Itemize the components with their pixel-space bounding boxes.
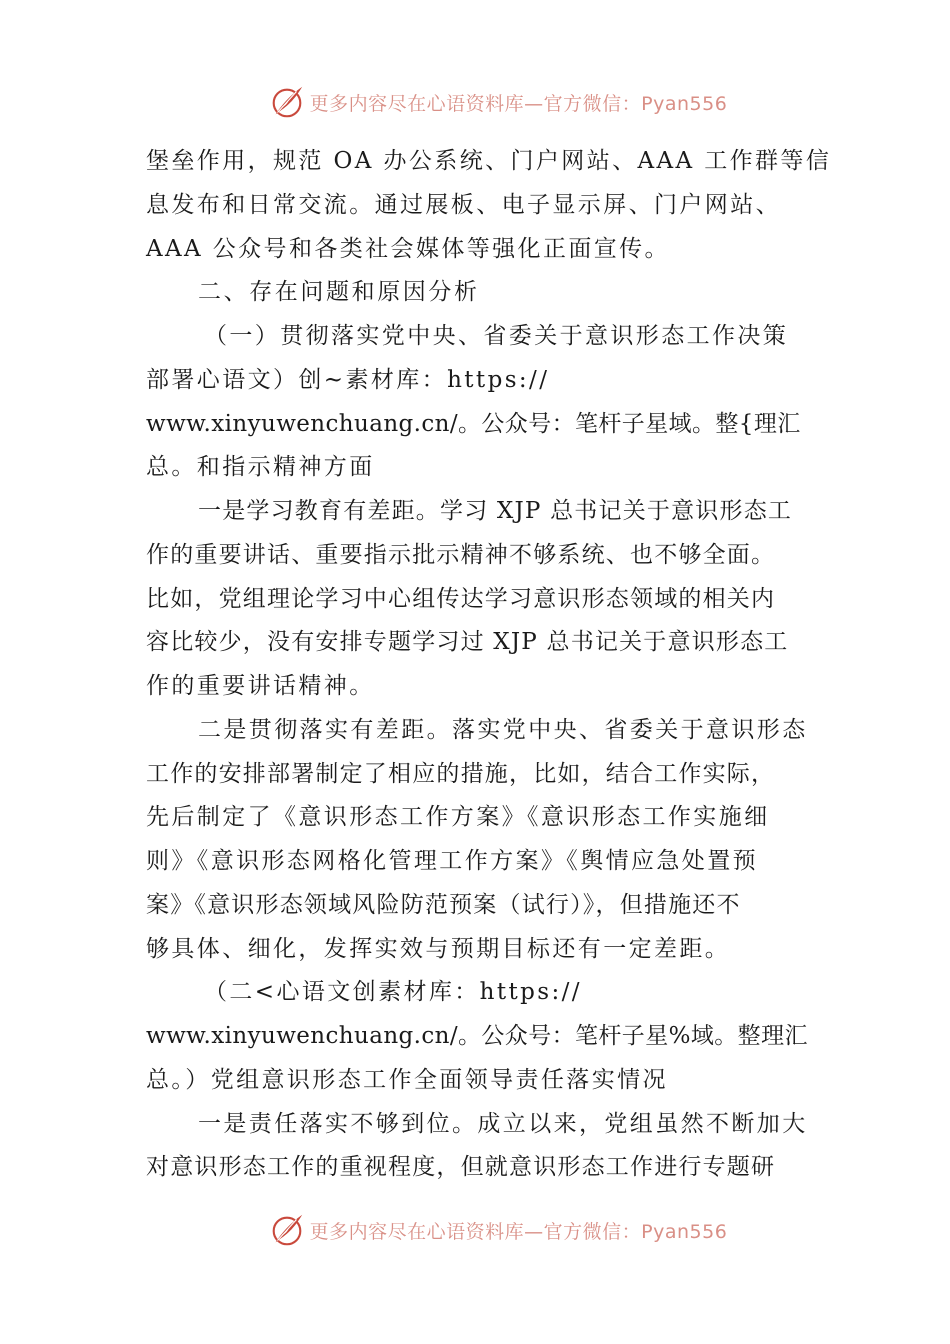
subsection-heading-line: www.xinyuwenchuang.cn/。公众号：笔杆子星%域。整理汇 — [146, 1023, 808, 1049]
text-line: 堡垒作用，规范 OA 办公系统、门户网站、AAA 工作群等信 — [146, 148, 832, 174]
text-line: 够具体、细化，发挥实效与预期目标还有一定差距。 — [146, 935, 731, 962]
text-line: 容比较少，没有安排专题学习过 XJP 总书记关于意识形态工 — [146, 629, 789, 656]
text-line: 一是学习教育有差距。学习 XJP 总书记关于意识形态工 — [198, 498, 793, 524]
subsection-heading-line: 总。和指示精神方面 — [146, 454, 375, 481]
text-line: 作的重要讲话精神。 — [146, 673, 375, 699]
text-line: 对意识形态工作的重视程度，但就意识形态工作进行专题研 — [146, 1154, 776, 1181]
subsection-heading-line: www.xinyuwenchuang.cn/。公众号：笔杆子星域。整{理汇 — [146, 410, 801, 437]
banner-content — [268, 1211, 728, 1249]
banner-text: 更多内容尽在心语资料库—官方微信：Pyan556 — [309, 92, 728, 115]
header-banner — [0, 80, 950, 124]
subsection-heading-line: 部署心语文）创~素材库：https:// — [146, 366, 550, 393]
section-heading: 二、存在问题和原因分析 — [198, 279, 480, 306]
subsection-heading-line: （二<心语文创素材库：https:// — [204, 979, 582, 1006]
footer-banner — [0, 1208, 950, 1252]
text-line: 先后制定了《意识形态工作方案》《意识形态工作实施细 — [146, 804, 770, 831]
text-line: 工作的安排部署制定了相应的措施，比如，结合工作实际， — [146, 760, 776, 787]
text-line: 比如，党组理论学习中心组传达学习意识形态领域的相关内 — [146, 585, 776, 612]
text-line: 息发布和日常交流。通过展板、电子显示屏、门户网站、 — [146, 191, 781, 218]
banner-text: 更多内容尽在心语资料库—官方微信：Pyan556 — [309, 1220, 728, 1243]
document-body — [146, 140, 832, 1190]
text-line: 一是责任落实不够到位。成立以来，党组虽然不断加大 — [198, 1110, 808, 1137]
text-line: 二是贯彻落实有差距。落实党中央、省委关于意识形态 — [198, 716, 808, 743]
feather-pen-logo-icon — [268, 1211, 306, 1249]
banner-content — [268, 83, 728, 121]
feather-pen-logo-icon — [268, 83, 306, 121]
text-line: 则》《意识形态网格化管理工作方案》《舆情应急处置预 — [146, 848, 758, 874]
subsection-heading-line: （一）贯彻落实党中央、省委关于意识形态工作决策 — [204, 323, 789, 349]
text-line: 案》《意识形态领域风险防范预案（试行）》，但措施还不 — [146, 891, 741, 918]
text-line: AAA 公众号和各类社会媒体等强化正面宣传。 — [146, 235, 670, 262]
subsection-heading-line: 总。）党组意识形态工作全面领导责任落实情况 — [146, 1066, 668, 1093]
text-line: 作的重要讲话、重要指示批示精神不够系统、也不够全面。 — [146, 541, 776, 568]
